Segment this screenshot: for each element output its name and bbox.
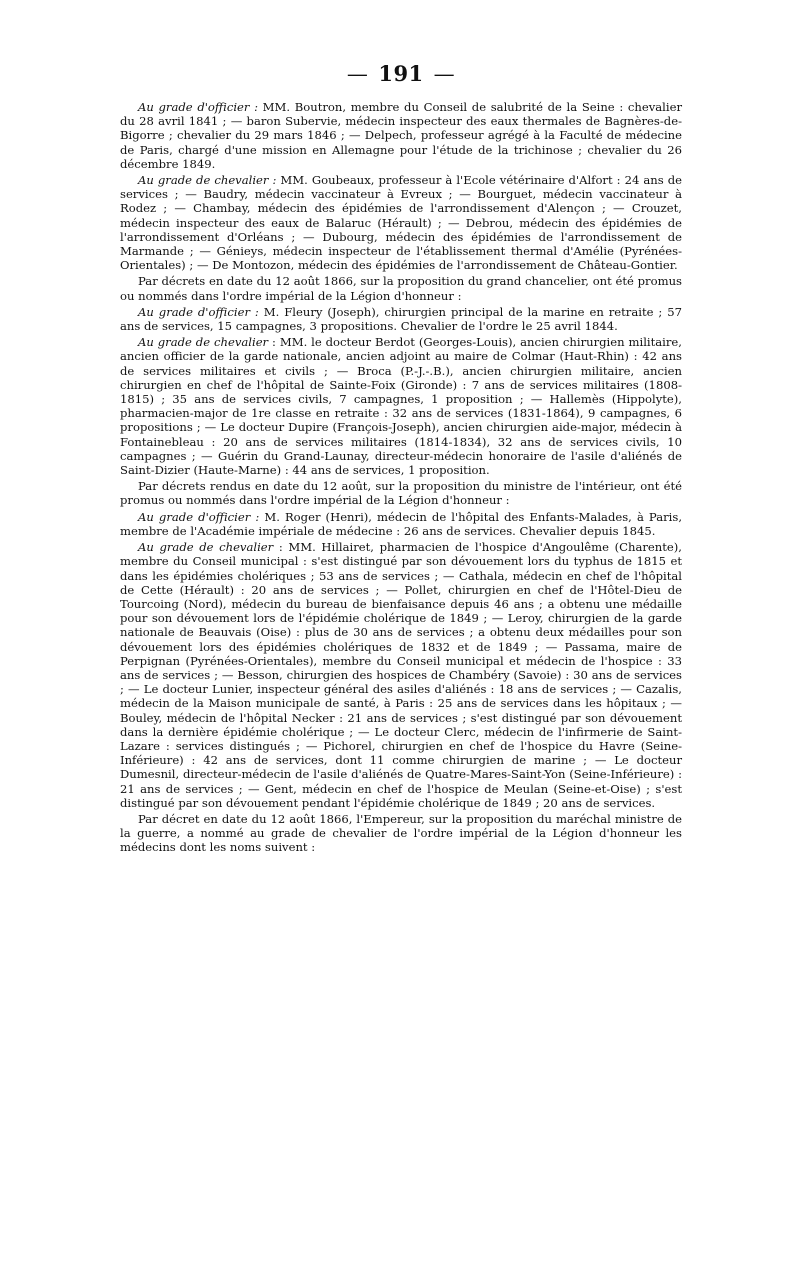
page-number-value: 191	[378, 61, 424, 86]
paragraph-lead: Au grade de chevalier	[138, 335, 269, 350]
paragraph-lead: Au grade d'officier :	[138, 100, 258, 114]
paragraph	[120, 100, 682, 171]
page-number	[120, 62, 682, 86]
page-number-dash-right: —	[433, 62, 456, 86]
paragraph-lead: Au grade d'officier :	[138, 509, 260, 524]
paragraph-text: M. Roger (Henri), médecin de l'hôpital des Enfants-Malades, à Paris, membre de l'Académie impériale de médecine : 26 ans de services. Chevalier depuis 1845.	[120, 509, 683, 538]
paragraph-text: MM. Goubeaux, professeur à l'Ecole vétérinaire d'Alfort : 24 ans de services ; — Baudry, médecin vaccinateur à Evreux ; — Bourguet, médecin vaccinateur à Rodez ; — Chambay, médecin des épidémies de l'arrondissement d'Alençon ; — Crouzet, médecin inspecteur des eaux de Balaruc (Hérault) ; — Debrou, médecin des épidémies de l'arrondissement d'Orléans ; — Dubourg, médecin des épidémies de l'arrondissement de Marmande ; — Génieys, médecin inspecteur de l'établissement thermal d'Amélie (Pyrénées-Orientales) ; — De Montozon, médecin des épidémies de l'arrondissement de Château-Gontier.	[120, 173, 683, 273]
paragraph	[120, 335, 682, 477]
paragraph-text: Par décrets en date du 12 août 1866, sur la proposition du grand chancelier, ont été promus ou nommés dans l'ordre impérial de la Légion d'honneur :	[120, 274, 682, 303]
paragraph-text: : MM. Hillairet, pharmacien de l'hospice d'Angoulême (Charente), membre du Conseil municipal : s'est distingué par son dévouement lors du typhus de 1815 et dans les épidémies cholériques ; 53 ans de services ; — Cathala, médecin en chef de l'hôpital de Cette (Hérault) : 20 ans de services ; — Pollet, chirurgien en chef de l'Hôtel-Dieu de Tourcoing (Nord), médecin du bureau de bienfaisance depuis 46 ans ; a obtenu une médaille pour son dévouement lors de l'épidémie cholérique de 1849 ; — Leroy, chirurgien de la garde nationale de Beauvais (Oise) : plus de 30 ans de services ; a obtenu deux médailles pour son dévouement lors des épidémies cholériques de 1832 et de 1849 ; — Passama, maire de Perpignan (Pyrénées-Orientales), membre du Conseil municipal et médecin de l'hospice : 33 ans de services ; — Besson, chirurgien des hospices de Chambéry (Savoie) : 30 ans de services ; — Le docteur Lunier, inspecteur général des asiles d'aliénés : 18 ans de services ; — Cazalis, médecin de la Maison municipale de santé, à Paris : 25 ans de services dans les hôpitaux ; — Bouley, médecin de l'hôpital Necker : 21 ans de services ; s'est distingué par son dévouement dans la dernière épidémie cholérique ; — Le docteur Clerc, médecin de l'infirmerie de Saint-Lazare : services distingués ; — Pichorel, chirurgien en chef de l'hospice du Havre (Seine-Inférieure) : 42 ans de services, dont 11 comme chirurgien de marine ; — Le docteur Dumesnil, directeur-médecin de l'asile d'aliénés de Quatre-Mares-Saint-Yon (Seine-Inférieure) : 21 ans de services ; — Gent, médecin en chef de l'hospice de Meulan (Seine-et-Oise) ; s'est distingué par son dévouement pendant l'épidémie cholérique de 1849 ; 20 ans de services.	[120, 540, 682, 810]
paragraph	[120, 510, 682, 538]
paragraph	[120, 305, 682, 333]
paragraph-text: : MM. le docteur Berdot (Georges-Louis), ancien chirurgien militaire, ancien officier de la garde nationale, ancien adjoint au maire de Colmar (Haut-Rhin) : 42 ans de services militaires et civils ; — Broca (P.-J.-.B.), ancien chirurgien militaire, ancien chirurgien en chef de l'hôpital de Sainte-Foix (Gironde) : 7 ans de services militaires (1808-1815) ; 35 ans de services civils, 7 campagnes, 1 proposition ; — Hallemès (Hippolyte), pharmacien-major de 1re classe en retraite : 32 ans de services (1831-1864), 9 campagnes, 6 propositions ; — Le docteur Dupire (François-Joseph), ancien chirurgien aide-major, médecin à Fontainebleau : 20 ans de services militaires (1814-1834), 32 ans de services civils, 10 campagnes ; — Guérin du Grand-Launay, directeur-médecin honoraire de l'asile d'aliénés de Saint-Dizier (Haute-Marne) : 44 ans de services, 1 proposition.	[120, 335, 682, 478]
paragraph-text: Par décret en date du 12 août 1866, l'Empereur, sur la proposition du maréchal ministre de la guerre, a nommé au grade de chevalier de l'ordre impérial de la Légion d'honneur les médecins dont les noms suivent :	[120, 811, 682, 855]
page-number-dash-left: —	[346, 62, 369, 86]
paragraph-text: MM. Boutron, membre du Conseil de salubrité de la Seine : chevalier du 28 avril 1841 ; — baron Subervie, médecin inspecteur des eaux thermales de Bagnères-de-Bigorre ; chevalier du 29 mars 1846 ; — Delpech, professeur agrégé à la Faculté de médecine de Paris, chargé d'une mission en Allemagne pour l'étude de la trichinose ; chevalier du 26 décembre 1849.	[120, 100, 682, 171]
paragraph	[120, 479, 682, 507]
paragraph	[120, 173, 682, 272]
paragraph-lead: Au grade de chevalier	[138, 540, 274, 555]
paragraph	[120, 812, 682, 855]
body-text	[120, 100, 682, 855]
paragraph-text: M. Fleury (Joseph), chirurgien principal de la marine en retraite ; 57 ans de services, 15 campagnes, 3 propositions. Chevalier de l'ordre le 25 avril 1844.	[120, 304, 683, 334]
paragraph	[120, 274, 682, 302]
paragraph-text: Par décrets rendus en date du 12 août, sur la proposition du ministre de l'intérieur, ont été promus ou nommés dans l'ordre impérial de la Légion d'honneur :	[120, 479, 682, 508]
paragraph-lead: Au grade de chevalier :	[138, 173, 277, 188]
paragraph-lead: Au grade d'officier :	[138, 304, 259, 319]
paragraph	[120, 540, 682, 810]
